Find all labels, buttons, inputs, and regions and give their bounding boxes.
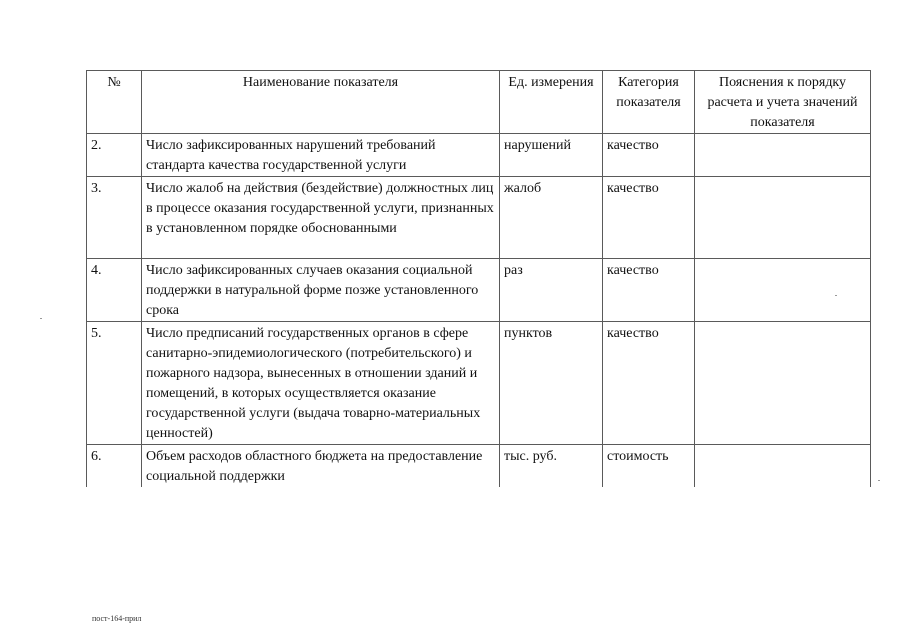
table-header-row xyxy=(87,71,871,134)
row-unit: тыс. руб. xyxy=(500,445,603,488)
row-name: Число зафиксированных нарушений требований стандарта качества государственной услуги xyxy=(142,134,500,177)
row-explanation xyxy=(695,259,871,322)
row-explanation xyxy=(695,445,871,488)
row-name: Число жалоб на действия (бездействие) должностных лиц в процессе оказания государственной услуги, признанных в установленном порядке обоснованными xyxy=(142,177,500,259)
row-explanation xyxy=(695,177,871,259)
scan-speck xyxy=(878,480,880,481)
row-unit: пунктов xyxy=(500,322,603,445)
table-row xyxy=(87,134,871,177)
row-explanation xyxy=(695,134,871,177)
row-num: 4. xyxy=(87,259,142,322)
header-name: Наименование показателя xyxy=(142,71,500,134)
header-explanation: Пояснения к порядку расчета и учета значений показателя xyxy=(695,71,871,134)
row-name: Число предписаний государственных органов в сфере санитарно-эпидемиологического (потребительского) и пожарного надзора, вынесенных в отношении зданий и помещений, в которых осуществляется оказание государственной услуги (выдача товарно-материальных ценностей) xyxy=(142,322,500,445)
header-category: Категория показателя xyxy=(603,71,695,134)
row-category: качество xyxy=(603,134,695,177)
row-explanation xyxy=(695,322,871,445)
row-num: 6. xyxy=(87,445,142,488)
row-unit: жалоб xyxy=(500,177,603,259)
row-num: 3. xyxy=(87,177,142,259)
row-unit: раз xyxy=(500,259,603,322)
row-name: Число зафиксированных случаев оказания социальной поддержки в натуральной форме позже установленного срока xyxy=(142,259,500,322)
table-row xyxy=(87,259,871,322)
header-unit: Ед. измерения xyxy=(500,71,603,134)
row-category: качество xyxy=(603,177,695,259)
row-category: качество xyxy=(603,259,695,322)
scan-speck xyxy=(835,295,837,296)
row-name: Объем расходов областного бюджета на предоставление социальной поддержки xyxy=(142,445,500,488)
scan-speck xyxy=(40,318,42,319)
row-category: качество xyxy=(603,322,695,445)
header-num: № xyxy=(87,71,142,134)
footer-note: пост-164-прил xyxy=(92,614,142,623)
row-category: стоимость xyxy=(603,445,695,488)
table-row xyxy=(87,445,871,488)
row-num: 2. xyxy=(87,134,142,177)
indicators-table xyxy=(86,70,871,487)
row-unit: нарушений xyxy=(500,134,603,177)
row-num: 5. xyxy=(87,322,142,445)
table-row xyxy=(87,177,871,259)
table-row xyxy=(87,322,871,445)
